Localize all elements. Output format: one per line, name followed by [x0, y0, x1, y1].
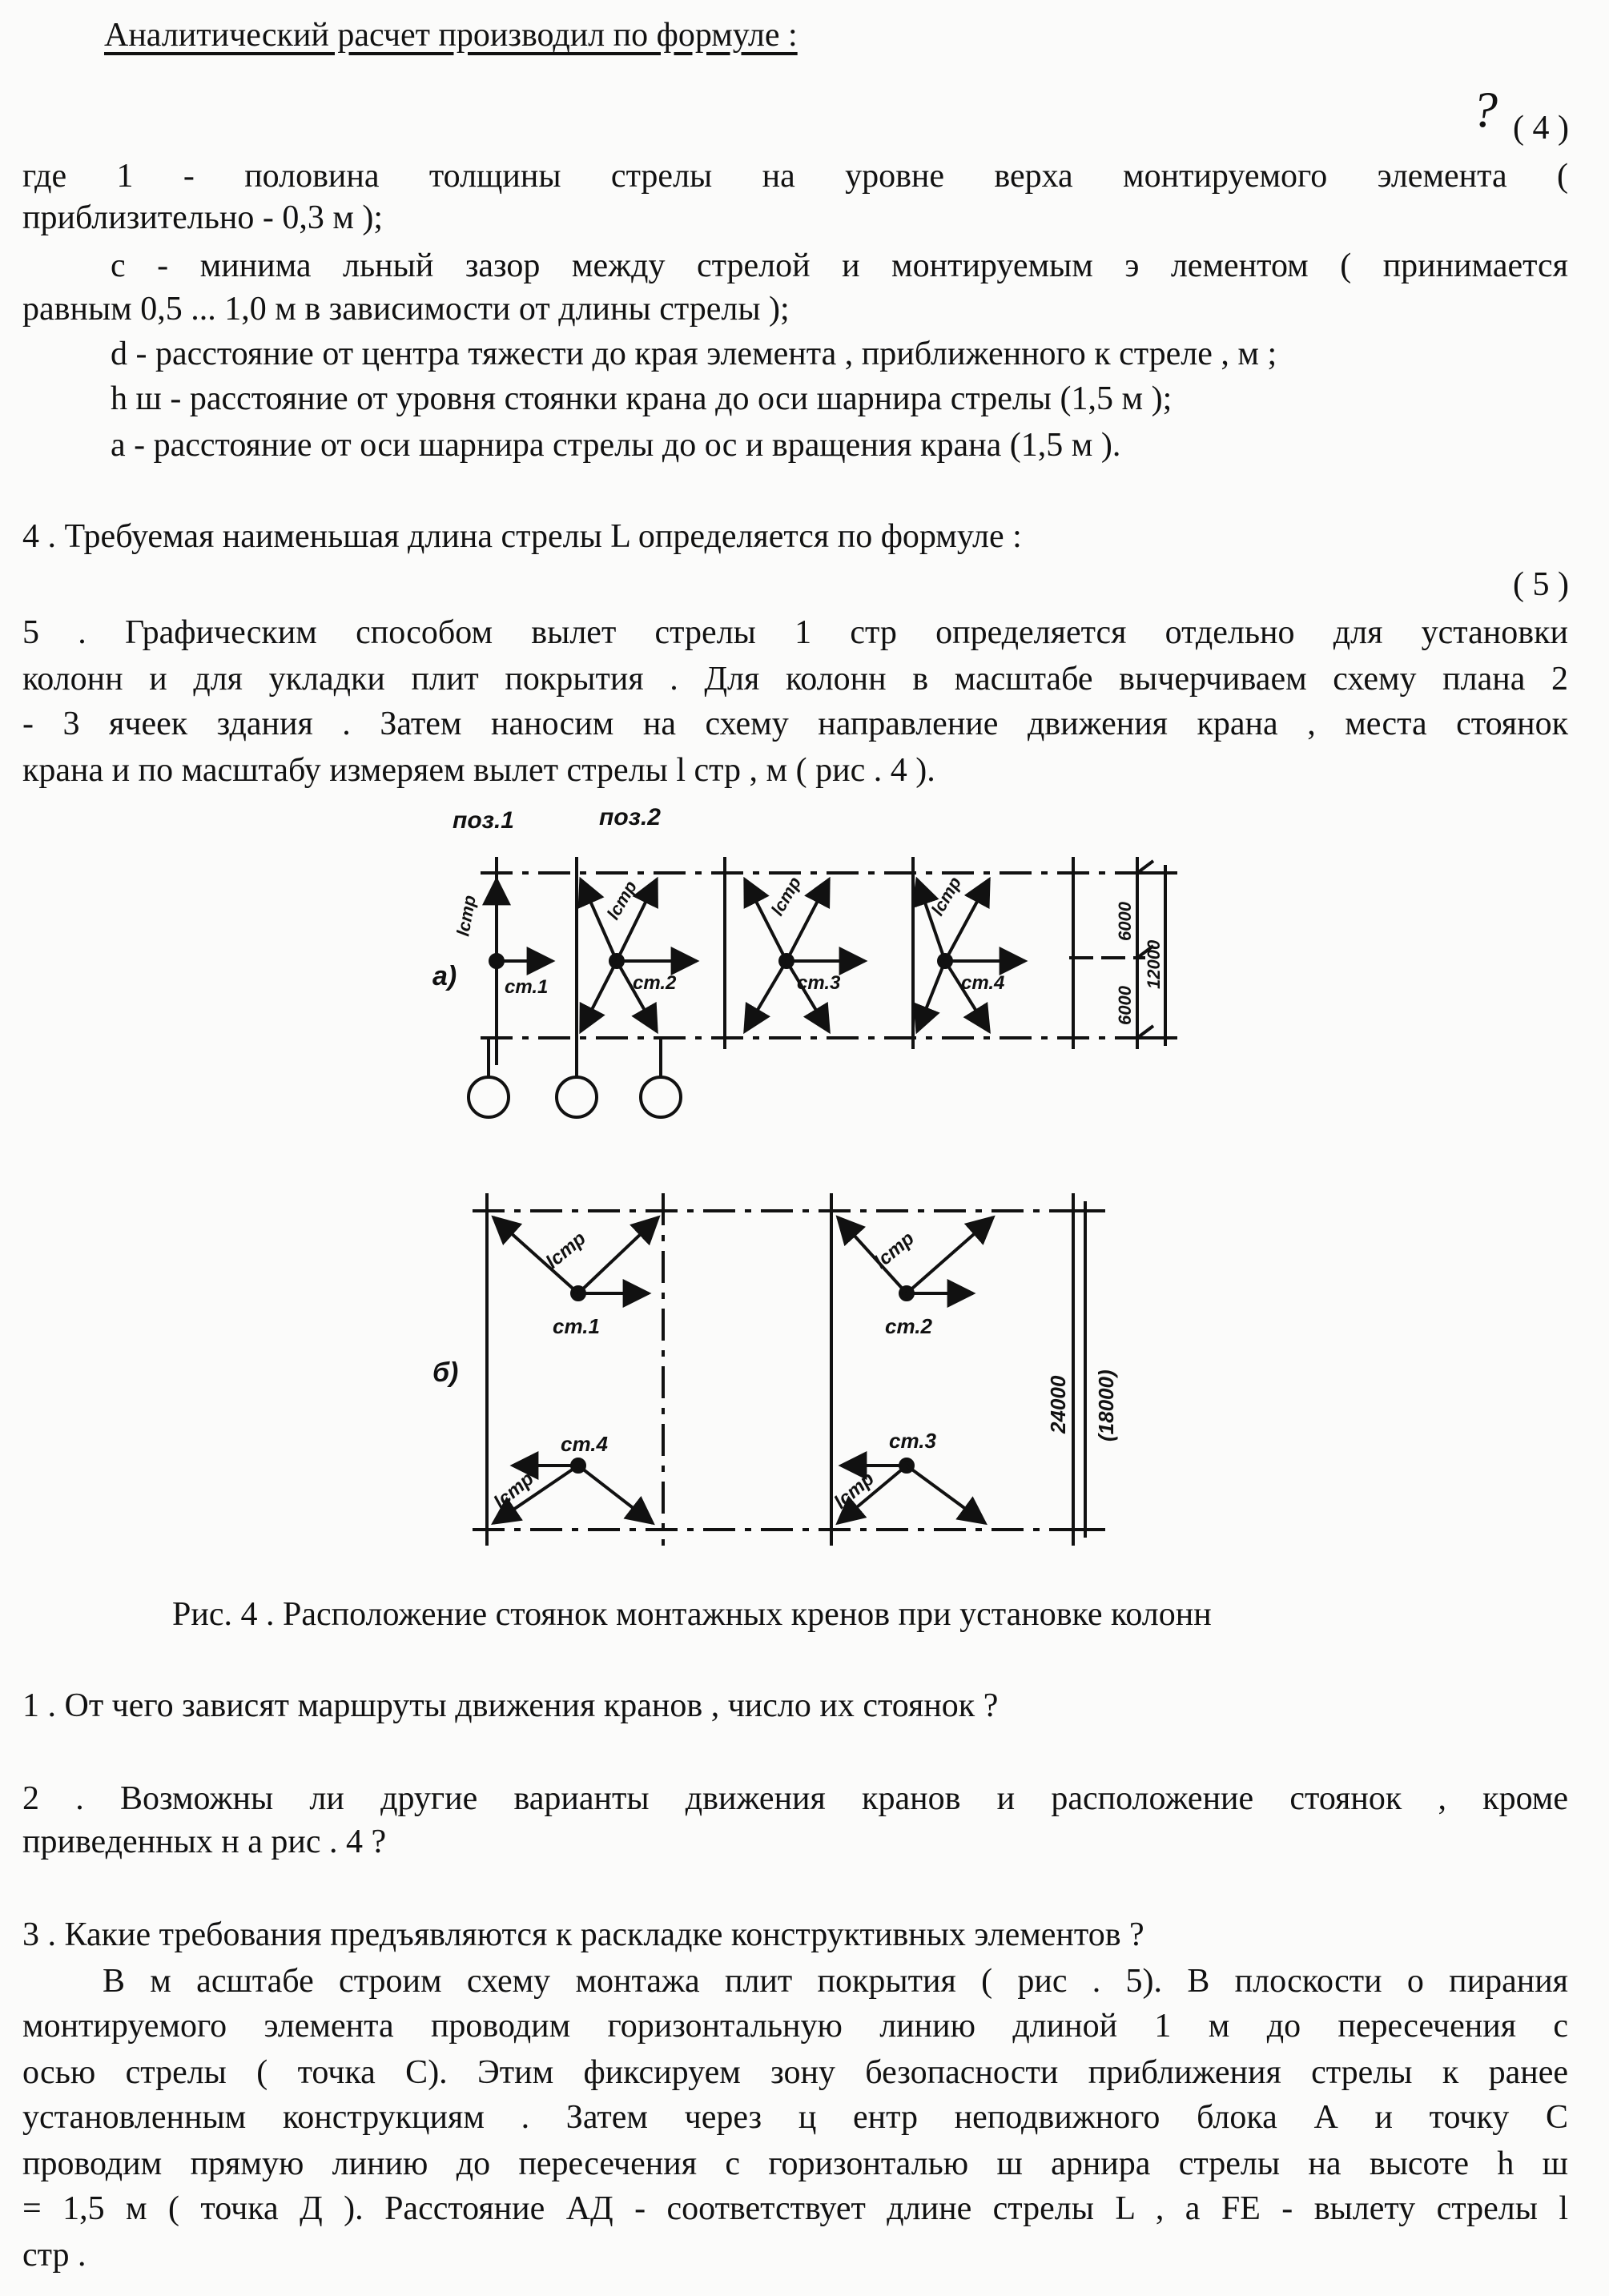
scheme-b-labels	[432, 1228, 1118, 1514]
def-l-line2: приблизительно - 0,3 м );	[22, 199, 384, 236]
dim-6000-bottom: 6000	[1115, 986, 1135, 1025]
scheme-a-labels	[432, 804, 1164, 1025]
lstr-label-b1: lстр	[541, 1227, 590, 1273]
st4-label-b: ст.4	[561, 1432, 608, 1456]
def-c-line1: с - минима льный зазор между стрелой и монтируемым э лементом ( принимается	[111, 247, 1568, 284]
question-2-line2: приведенных н а рис . 4 ?	[22, 1824, 387, 1860]
st1-label-a: ст.1	[505, 976, 549, 998]
question-3: 3 . Какие требования предъявляются к раскладке конструктивных элементов ?	[22, 1916, 1144, 1953]
dim-tick-bottom	[1137, 1026, 1153, 1038]
dim-24000: 24000	[1046, 1375, 1070, 1433]
equation-number-5: ( 5 )	[1513, 566, 1569, 603]
dim-18000: (18000)	[1094, 1369, 1118, 1442]
final-line2: монтируемого элемента проводим горизонтальную линию длиной 1 м до пересечения с	[22, 2008, 1568, 2045]
boom-arrow-2c	[581, 961, 617, 1031]
def-l-line1: где 1 - половина толщины стрелы на уровне верха монтируемого элемента (	[22, 158, 1568, 195]
boom-arrow-3c	[745, 961, 786, 1031]
column-circle-2	[557, 1077, 597, 1117]
pos-2-label: поз.2	[599, 804, 661, 830]
lstr-label-a2: lстр	[602, 877, 642, 923]
st3-label-a: ст.3	[797, 972, 841, 994]
st4-label-a: ст.4	[961, 972, 1005, 994]
lstr-label-a1: lстр	[453, 893, 480, 938]
column-circle-3	[641, 1077, 681, 1117]
scheme-b-label: б)	[432, 1357, 459, 1388]
dim-6000-top: 6000	[1115, 902, 1135, 941]
def-a-line: а - расстояние от оси шарнира стрелы до ос и вращения крана (1,5 м ).	[111, 427, 1121, 464]
question-2-line1: 2 . Возможны ли другие варианты движения кранов и расположение стоянок , кроме	[22, 1780, 1568, 1817]
lstr-label-b3: lстр	[830, 1467, 879, 1514]
final-line3: осью стрелы ( точка С). Этим фиксируем зону безопасности приближения стрелы к ранее	[22, 2054, 1568, 2091]
final-line1: В м асштабе строим схему монтажа плит покрытия ( рис . 5). В плоскости о пирания	[103, 1963, 1568, 2000]
dim-12000: 12000	[1144, 939, 1164, 989]
item-5-line3: - 3 ячеек здания . Затем наносим на схему направление движения крана , места стоянок	[22, 706, 1568, 742]
st2-label-a: ст.2	[633, 972, 677, 994]
figure-caption: Рис. 4 . Расположение стоянок монтажных кренов при установке колонн	[172, 1596, 1212, 1633]
def-c-line2: равным 0,5 ... 1,0 м в зависимости от длины стрелы );	[22, 291, 790, 328]
question-1: 1 . От чего зависят маршруты движения кранов , число их стоянок ?	[22, 1687, 999, 1724]
st2-label-b: ст.2	[885, 1314, 932, 1338]
lstr-label-b2: lстр	[870, 1227, 919, 1273]
lstr-label-b4: lстр	[489, 1467, 538, 1514]
dim-tick-top	[1137, 861, 1153, 873]
pos-1-label: поз.1	[453, 807, 514, 834]
equation-number-4: ( 4 )	[1513, 110, 1569, 147]
boom-arrow-2a	[581, 879, 617, 961]
boom-arrow-4c	[917, 961, 945, 1031]
final-line7: стр .	[22, 2237, 86, 2274]
item-5-line2: колонн и для укладки плит покрытия . Для колонн в масштабе вычерчиваем схему плана 2	[22, 661, 1568, 698]
final-line4: установленным конструкциям . Затем через ц ентр неподвижного блока А и точку С	[22, 2099, 1568, 2136]
st1-label-b: ст.1	[553, 1314, 600, 1338]
column-circle-1	[469, 1077, 509, 1117]
item-4: 4 . Требуемая наименьшая длина стрелы L определяется по формуле :	[22, 518, 1022, 555]
boom-arrow-b1b	[578, 1217, 658, 1293]
item-5-line1: 5 . Графическим способом вылет стрелы 1 стр определяется отдельно для установки	[22, 614, 1568, 651]
def-d-line: d - расстояние от центра тяжести до края элемента , приближенного к стреле , м ;	[111, 336, 1277, 372]
boom-arrow-b4b	[578, 1466, 653, 1523]
lstr-label-a4: lстр	[927, 873, 966, 919]
lstr-label-a3: lстр	[766, 873, 806, 919]
final-line6: = 1,5 м ( точка Д ). Расстояние АД - соответствует длине стрелы L , а FE - вылету стрелы l	[22, 2190, 1568, 2227]
section-heading: Аналитический расчет производил по формуле :	[104, 17, 798, 54]
final-line5: проводим прямую линию до пересечения с горизонталью ш арнира стрелы на высоте h ш	[22, 2145, 1568, 2182]
st3-label-b: ст.3	[889, 1429, 936, 1453]
def-h-line: h ш - расстояние от уровня стоянки крана до оси шарнира стрелы (1,5 м );	[111, 380, 1173, 417]
item-5-line4: крана и по масштабу измеряем вылет стрелы l стр , м ( рис . 4 ).	[22, 752, 935, 789]
handwritten-question-mark: ?	[1472, 81, 1498, 138]
scheme-a-label: а)	[432, 961, 457, 991]
boom-arrow-b3b	[907, 1466, 985, 1523]
boom-arrow-b2b	[907, 1217, 993, 1293]
